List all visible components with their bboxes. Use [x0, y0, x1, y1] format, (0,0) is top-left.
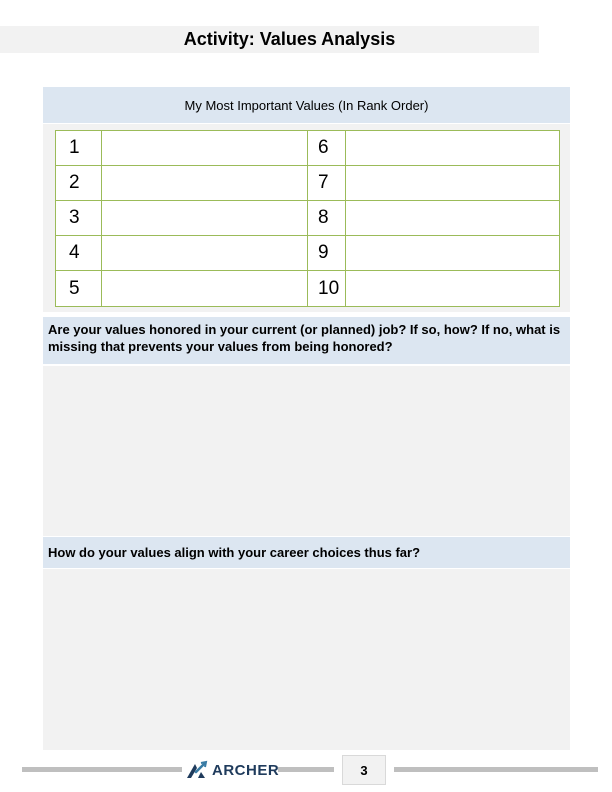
question-2-text: How do your values align with your career choices thus far? — [48, 545, 421, 560]
value-entry-field[interactable] — [346, 201, 559, 236]
question-1-text: Are your values honored in your current (or planned) job? If so, how? If no, what is missing that prevents your values from being honored? — [48, 322, 561, 354]
values-header-label: My Most Important Values (In Rank Order) — [184, 97, 429, 113]
rank-number: 4 — [56, 236, 102, 271]
rank-number: 7 — [308, 166, 346, 201]
archer-logo — [185, 760, 279, 780]
value-entry-field[interactable] — [102, 271, 308, 306]
value-entry-field[interactable] — [102, 131, 308, 166]
values-table — [55, 130, 560, 307]
values-header — [43, 87, 570, 124]
archer-logo-icon — [185, 760, 209, 780]
page-title: Activity: Values Analysis — [183, 29, 396, 49]
value-entry-field[interactable] — [102, 201, 308, 236]
question-2-answer-area[interactable] — [43, 569, 570, 750]
value-entry-field[interactable] — [346, 271, 559, 306]
value-entry-field[interactable] — [346, 131, 559, 166]
rank-number: 10 — [308, 271, 346, 306]
page-number-box — [342, 755, 386, 785]
rank-number: 9 — [308, 236, 346, 271]
rank-number: 3 — [56, 201, 102, 236]
value-entry-field[interactable] — [346, 236, 559, 271]
archer-logo-text: ARCHER — [212, 761, 280, 779]
rank-number: 2 — [56, 166, 102, 201]
footer-rule-middle — [278, 767, 334, 772]
footer-rule-left — [22, 767, 182, 772]
rank-number: 1 — [56, 131, 102, 166]
question-1-answer-area[interactable] — [43, 366, 570, 536]
rank-number: 8 — [308, 201, 346, 236]
rank-number: 5 — [56, 271, 102, 306]
question-1-header — [43, 317, 570, 364]
question-2-header — [43, 537, 570, 568]
value-entry-field[interactable] — [102, 166, 308, 201]
footer-rule-right — [394, 767, 598, 772]
rank-number: 6 — [308, 131, 346, 166]
page-number: 3 — [360, 762, 368, 778]
title-bar — [0, 26, 539, 53]
value-entry-field[interactable] — [346, 166, 559, 201]
value-entry-field[interactable] — [102, 236, 308, 271]
